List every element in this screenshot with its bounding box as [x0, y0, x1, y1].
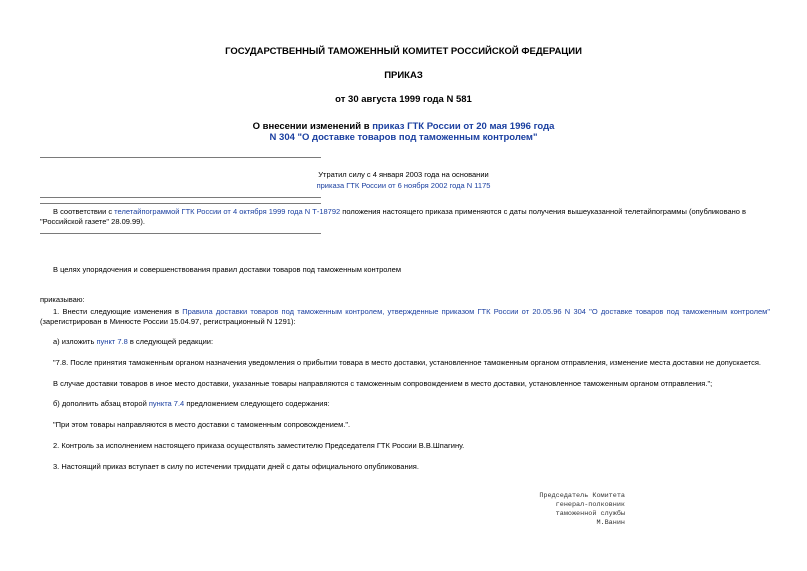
- divider: [40, 203, 321, 204]
- quote-7-8-paragraph: "7.8. После принятия таможенным органом назначения уведомления о прибытии товара в место доставки, установленное таможенным органом отправления, изменение места доставки не допускается.: [53, 358, 762, 367]
- item-2-paragraph: 2. Контроль за исполнением настоящего приказа осуществлять заместителю Председателя ГТК России В.В.Шпагину.: [53, 441, 465, 450]
- title-prefix: О внесении изменений в: [252, 121, 373, 132]
- item-a-pre: а) изложить: [53, 337, 97, 346]
- signature-name: М.Ванин: [596, 519, 625, 527]
- item-b-paragraph: [40, 399, 770, 409]
- telegram-note: [40, 207, 770, 227]
- item-a-paragraph: [40, 337, 770, 347]
- divider: [40, 157, 321, 158]
- lost-force-note: Утратил силу с 4 января 2003 года на основании: [318, 170, 489, 179]
- title-link-part2[interactable]: N 304 "О доставке товаров под таможенным контролем": [269, 132, 538, 143]
- organization-name: ГОСУДАРСТВЕННЫЙ ТАМОЖЕННЫЙ КОМИТЕТ РОССИЙСКОЙ ФЕДЕРАЦИИ: [225, 46, 582, 57]
- signature-rank: генерал-полковник: [555, 501, 625, 509]
- point-7-8-link[interactable]: пункт 7.8: [96, 337, 128, 346]
- document-date: от 30 августа 1999 года N 581: [335, 94, 472, 105]
- lost-force-link[interactable]: приказа ГТК России от 6 ноября 2002 года N 1175: [316, 181, 491, 190]
- divider: [40, 197, 321, 198]
- quote-7-4-paragraph: "При этом товары направляются в место доставки с таможенным сопровождением.".: [53, 420, 351, 429]
- telegram-link[interactable]: телетайпограммой ГТК России от 4 октября 1999 года N Т-18792: [114, 207, 341, 216]
- quote-7-8-continued: В случае доставки товаров в иное место доставки, указанные товары направляются с таможенным сопровождением в место доставки, установленное таможенным органом отправления.";: [53, 379, 713, 388]
- telegram-note-post: положения настоящего приказа применяются с даты получения вышеуказанной телетайпограммы (опубликовано в "Российской газете" 28.09.99).: [40, 207, 747, 226]
- title-link-part1[interactable]: приказ ГТК России от 20 мая 1996 года: [372, 121, 555, 132]
- item-3-paragraph: 3. Настоящий приказ вступает в силу по истечении тридцати дней с даты официального опубликования.: [53, 462, 419, 471]
- document-type: ПРИКАЗ: [384, 70, 423, 81]
- document-title-line2: [0, 132, 807, 144]
- lost-force-link-line: [0, 181, 807, 191]
- order-word: приказываю:: [40, 295, 85, 304]
- item-b-post: предложением следующего содержания:: [184, 399, 330, 408]
- signature-service: таможенной службы: [555, 510, 625, 518]
- telegram-note-pre: В соответствии с: [53, 207, 115, 216]
- purpose-paragraph: В целях упорядочения и совершенствования правил доставки товаров под таможенным контролем: [53, 265, 402, 274]
- item-1-post: (зарегистрирован в Минюсте России 15.04.97, регистрационный N 1291):: [40, 317, 296, 326]
- item-1-pre: 1. Внести следующие изменения в: [53, 307, 183, 316]
- rules-link[interactable]: Правила доставки товаров под таможенным контролем, утвержденные приказом ГТК России от 20.05.96 N 304 "О доставке товаров под таможенным контролем": [182, 307, 770, 316]
- point-7-4-link[interactable]: пункта 7.4: [148, 399, 185, 408]
- divider: [40, 233, 321, 234]
- item-1-paragraph: [40, 307, 770, 327]
- item-b-pre: б) дополнить абзац второй: [53, 399, 149, 408]
- signature-position: Председатель Комитета: [539, 492, 625, 500]
- item-a-post: в следующей редакции:: [127, 337, 214, 346]
